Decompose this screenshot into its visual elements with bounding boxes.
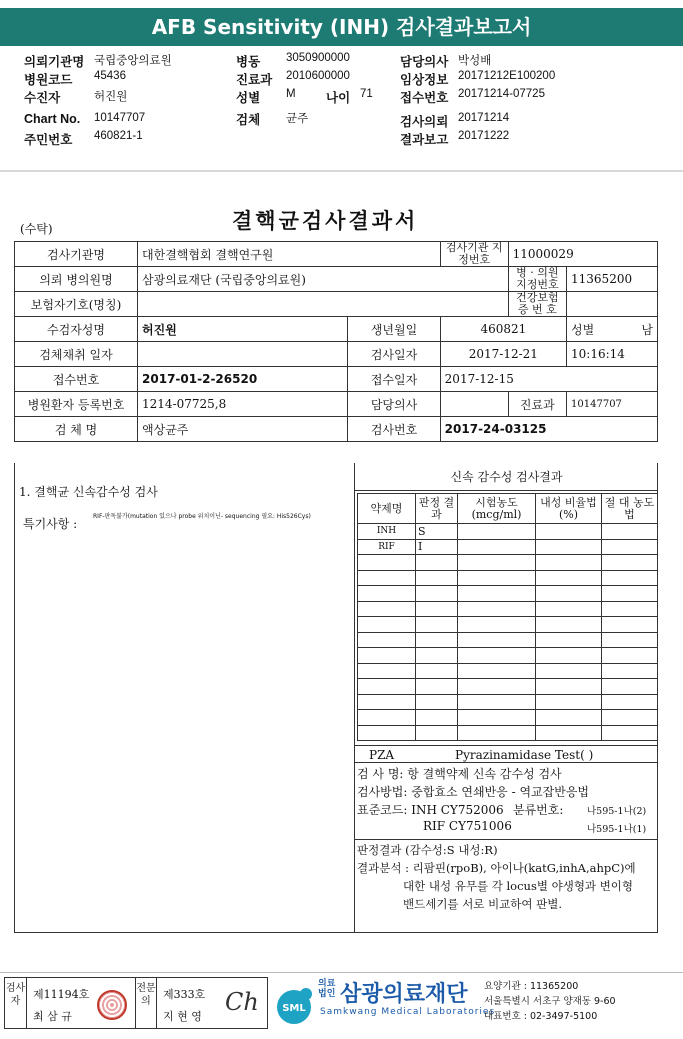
cell-value: 2017-24-03125	[440, 417, 657, 442]
table-row	[358, 586, 658, 602]
cell-label: 접수번호	[15, 367, 138, 392]
table-row	[358, 555, 658, 571]
cell-label: 담당의사	[348, 392, 440, 417]
info-value: 20171222	[458, 130, 510, 142]
result-line: 대한 내성 유무를 각 locus별 야생형과 변이형	[403, 879, 634, 893]
cell-label: 검사일자	[348, 342, 440, 367]
info-value: 균주	[286, 113, 309, 125]
results-section	[14, 463, 658, 933]
info-value: M	[286, 88, 296, 100]
cell-label: 검 체 명	[15, 417, 138, 442]
table-row	[358, 663, 658, 679]
cell-value	[567, 292, 658, 317]
sex-label: 성별	[571, 322, 595, 337]
cell-value: 11365200	[567, 267, 658, 292]
logo-mark-text: SML	[282, 1003, 306, 1014]
examiner-label: 검사자	[5, 978, 27, 1028]
info-label: 수진자	[24, 91, 61, 105]
table-header-row	[358, 494, 658, 524]
special-note: RIF-판독불가(mutation 있으나 probe 위치이닌- sequencing 필요: His526Cys)	[93, 513, 311, 520]
signature: Ch	[225, 988, 259, 1016]
info-label: 접수번호	[400, 91, 449, 105]
info-label: 병원코드	[24, 73, 73, 87]
cell-label: 의뢰 병의원명	[15, 267, 138, 292]
cell-value	[138, 342, 348, 367]
sensitivity-table	[357, 493, 658, 741]
cell-label: 진료과	[508, 392, 566, 417]
info-value: 박성배	[458, 55, 492, 67]
paper-title: 결핵균검사결과서	[232, 208, 419, 233]
col-header: 절 대 농도법	[602, 494, 658, 524]
results-right	[355, 463, 658, 932]
col-header: 내성 비율법(%)	[536, 494, 602, 524]
specialist-label: 전문의	[135, 978, 157, 1028]
cell-value	[567, 317, 658, 342]
cell-label: 검사번호	[348, 417, 440, 442]
drug-cell: INH	[358, 524, 416, 540]
cell-label: 생년월일	[348, 317, 440, 342]
cell-label: 보험자기호(명칭)	[15, 292, 138, 317]
table-row	[15, 392, 658, 417]
method-line: RIF CY751006	[423, 819, 512, 833]
receipt-mark: (수탁)	[20, 222, 53, 236]
pza-label: PZA	[369, 748, 395, 762]
cell-label: 접수일자	[348, 367, 440, 392]
cell-value: 액상균주	[138, 417, 348, 442]
examiner-name: 최 삼 규	[33, 1010, 72, 1023]
cell-value: 2017-12-15	[440, 367, 657, 392]
info-label: 결과보고	[400, 133, 449, 147]
info-row	[24, 52, 664, 70]
cell-value	[138, 292, 509, 317]
cell-value: 1214-07725,8	[138, 392, 348, 417]
age-value: 71	[360, 88, 373, 100]
info-label: 성별	[236, 91, 261, 105]
result-block	[355, 839, 658, 931]
result-line: 결과분석 : 리팜핀(rpoB), 아이나(katG,inhA,ahpC)에	[357, 861, 636, 875]
cell-label: 검사기관명	[15, 242, 138, 267]
result-line: 판정결과 (감수성:S 내성:R)	[357, 843, 498, 857]
method-line: 나595-1나(2)	[587, 806, 647, 817]
info-row	[24, 70, 664, 88]
table-row	[15, 342, 658, 367]
info-label: 주민번호	[24, 133, 73, 147]
age-label: 나이	[326, 91, 351, 105]
cell-value: 대한결핵협회 결핵연구원	[138, 242, 441, 267]
table-row	[358, 601, 658, 617]
info-value: 허진원	[94, 91, 128, 103]
info-value: 20171214-07725	[458, 88, 545, 100]
table-row	[358, 725, 658, 741]
cell-value: 10:16:14	[567, 342, 658, 367]
special-label: 특기사항 :	[23, 517, 78, 531]
results-left	[15, 463, 355, 932]
cell-value: 허진원	[138, 317, 348, 342]
cell-label: 병원환자 등록번호	[15, 392, 138, 417]
info-label: 검체	[236, 113, 261, 127]
info-value: 국립중앙의료원	[94, 55, 172, 67]
rapid-title: 신속 감수성 검사결과	[355, 463, 658, 491]
info-label: 담당의사	[400, 55, 449, 69]
info-value: 3050900000	[286, 52, 350, 64]
table-row	[15, 367, 658, 392]
info-row	[24, 112, 664, 130]
examiner-license: 제11194호	[33, 988, 90, 1001]
info-value: 45436	[94, 70, 126, 82]
cell-value: 460821	[440, 317, 566, 342]
info-row	[24, 88, 664, 106]
cell-label: 수검자성명	[15, 317, 138, 342]
method-block	[355, 765, 658, 847]
cell-value	[440, 392, 508, 417]
cell-label: 검사기관 지정번호	[440, 242, 508, 267]
info-value: 20171214	[458, 112, 510, 124]
logo-prefix: 의료 법인	[318, 979, 336, 999]
method-line: 나595-1나(1)	[587, 824, 647, 835]
info-label: 의뢰기관명	[24, 55, 85, 69]
cell-value: 2017-01-2-26520	[138, 367, 348, 392]
logo-english: Samkwang Medical Laboratories	[320, 1007, 496, 1017]
info-value: 10147707	[94, 112, 146, 124]
method-line: 검 사 명: 항 결핵약제 신속 감수성 검사	[357, 767, 562, 781]
table-row	[358, 570, 658, 586]
table-row	[358, 617, 658, 633]
cell-value: 10147707	[567, 392, 658, 417]
logo-name: 삼광의료재단	[340, 982, 468, 1007]
info-value: 460821-1	[94, 130, 143, 142]
table-row	[15, 242, 658, 267]
cell-label: 병 · 의원 지정번호	[508, 267, 566, 292]
table-row	[15, 292, 658, 317]
method-line: 표준코드: INH CY752006	[357, 803, 504, 817]
table-row	[358, 524, 658, 540]
result-cell: S	[416, 524, 458, 540]
drug-cell: RIF	[358, 539, 416, 555]
info-label: 임상정보	[400, 73, 449, 87]
table-row	[15, 317, 658, 342]
table-row	[15, 267, 658, 292]
cell-value: 11000029	[508, 242, 657, 267]
info-label: 병동	[236, 55, 261, 69]
col-header: 판정 결과	[416, 494, 458, 524]
table-row	[358, 539, 658, 555]
info-value: 20171212E100200	[458, 70, 556, 82]
institution-code: 요양기관 : 11365200	[484, 981, 579, 992]
specialist-name: 지 현 영	[163, 1010, 202, 1023]
info-row	[24, 130, 664, 148]
contact-info	[484, 979, 616, 1024]
info-label: 검사의뢰	[400, 115, 449, 129]
cell-value: 2017-12-21	[440, 342, 566, 367]
pza-row	[355, 745, 658, 763]
table-row	[358, 632, 658, 648]
col-header: 약제명	[358, 494, 416, 524]
phone: 대표번호 : 02-3497-5100	[484, 1011, 598, 1022]
pza-value: Pyrazinamidase Test( )	[455, 748, 594, 762]
sex-value: 남	[641, 322, 653, 337]
section-heading: 1. 결핵균 신속감수성 검사	[19, 485, 158, 499]
report-table	[14, 241, 658, 442]
table-row	[358, 710, 658, 726]
specialist-license: 제333호	[163, 988, 206, 1001]
table-row	[358, 679, 658, 695]
table-row	[15, 417, 658, 442]
cell-label: 검체채취 일자	[15, 342, 138, 367]
info-label: 진료과	[236, 73, 273, 87]
footer	[0, 972, 683, 1039]
table-row	[358, 648, 658, 664]
result-cell: I	[416, 539, 458, 555]
report-title: AFB Sensitivity (INH) 검사결과보고서	[0, 8, 683, 46]
method-line: 검사방법: 중합효소 연쇄반응 - 역교잡반응법	[357, 785, 590, 799]
cell-value: 삼광의료재단 (국립중앙의료원)	[138, 267, 509, 292]
info-value: 2010600000	[286, 70, 350, 82]
info-label: Chart No.	[24, 112, 81, 126]
col-header: 시험농도 (mcg/ml)	[458, 494, 536, 524]
method-line: 분류번호:	[513, 803, 564, 817]
table-row	[358, 694, 658, 710]
cell-label: 건강보험 증 번 호	[508, 292, 566, 317]
result-line: 밴드세기를 서로 비교하여 판별.	[403, 897, 563, 911]
sml-logo-icon	[272, 983, 316, 1027]
signature-box	[4, 977, 268, 1029]
seal-icon	[97, 990, 127, 1020]
address: 서울특별시 서초구 양재동 9-60	[484, 996, 616, 1007]
